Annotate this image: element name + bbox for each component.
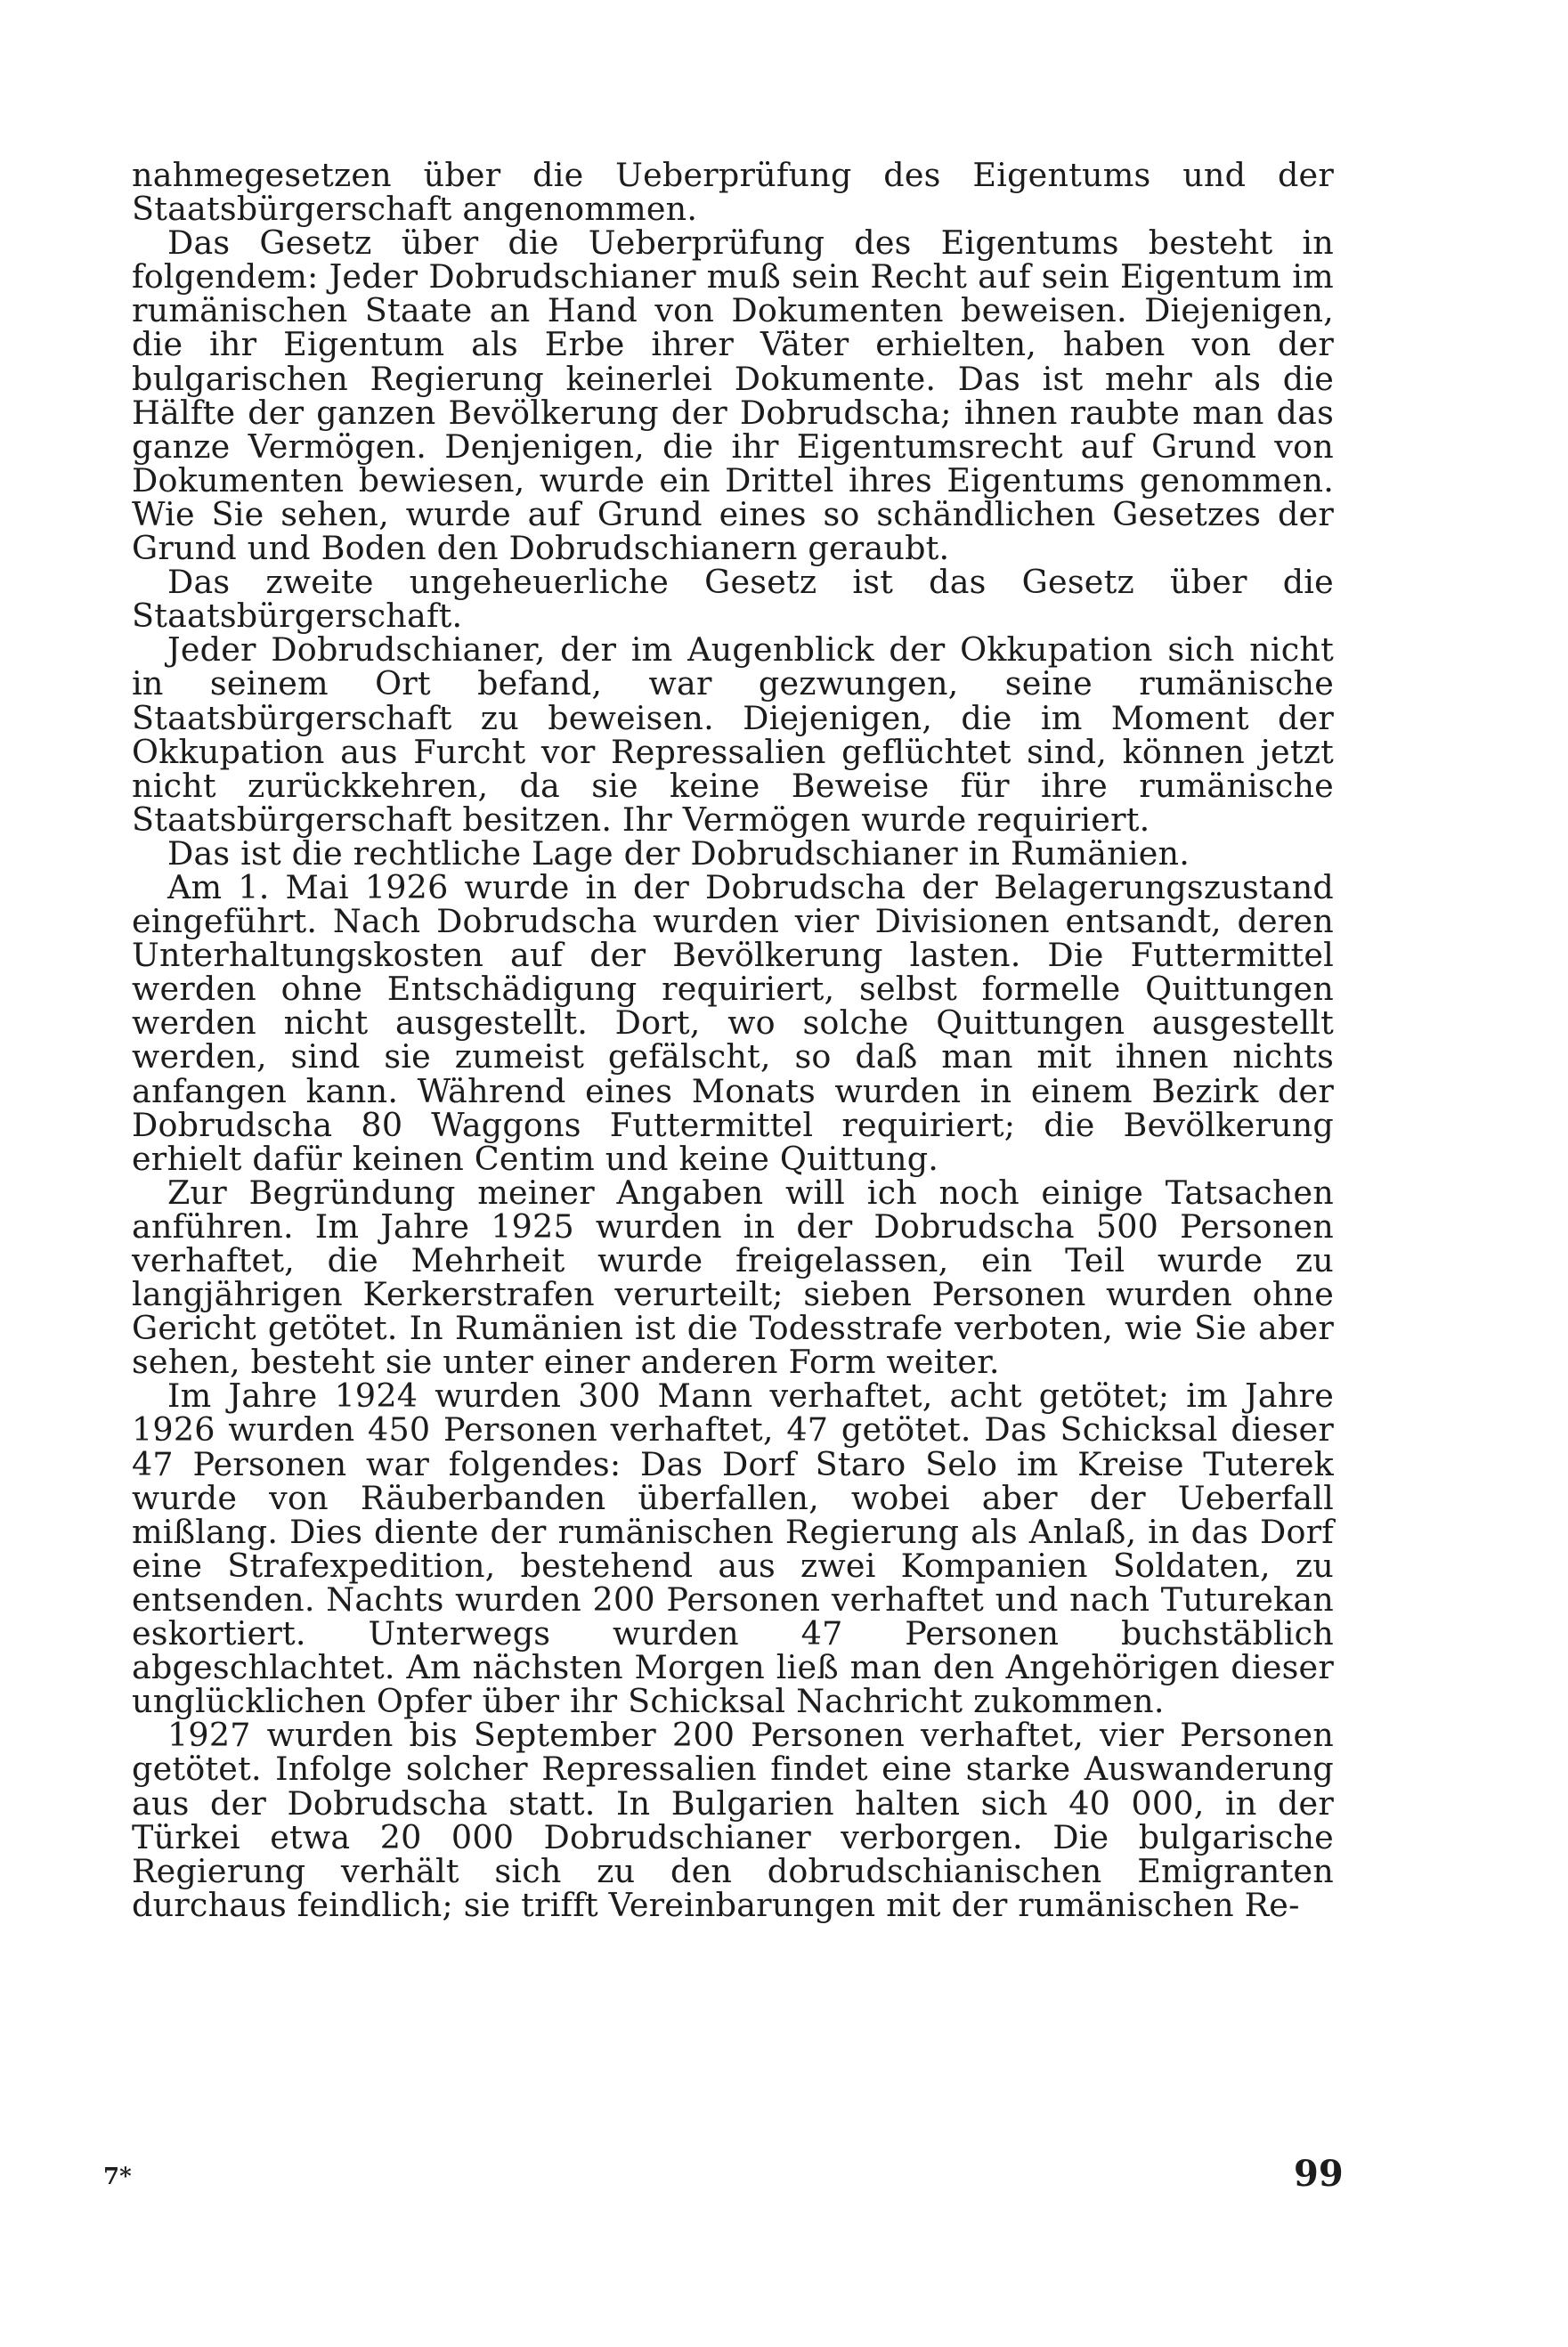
- paragraph: Am 1. Mai 1926 wurde in der Dobrudscha der Belagerungszustand eingeführt. Nach Dobrudscha wurden vier Divisionen entsandt, deren Unterhaltungskosten auf der Bevölkerung lasten. Die Futtermittel werden ohne Entschädigung requiriert, selbst formelle Quittungen werden nicht ausgestellt. Dort, wo solche Quittungen ausgestellt werden, sind sie zumeist gefälscht, so daß man mit ihnen nichts anfangen kann. Während eines Monats wurden in einem Bezirk der Dobrudscha 80 Waggons Futtermittel requiriert; die Bevölkerung erhielt dafür keinen Centim und keine Quittung.: [132, 867, 1334, 1178]
- paragraph: Das Gesetz über die Ueberprüfung des Eigentums besteht in folgendem: Jeder Dobrudschianer muß sein Recht auf sein Eigentum im rumänischen Staate an Hand von Dokumenten beweisen. Diejenigen, die ihr Eigentum als Erbe ihrer Väter erhielten, haben von der bulgarischen Regierung keinerlei Dokumente. Das ist mehr als die Hälfte der ganzen Bevölkerung der Dobrudscha; ihnen raubte man das ganze Vermögen. Denjenigen, die ihr Eigentumsrecht auf Grund von Dokumenten bewiesen, wurde ein Drittel ihres Eigentums genommen. Wie Sie sehen, wurde auf Grund eines so schändlichen Gesetzes der Grund und Boden den Dobrudschianern geraubt.: [132, 223, 1334, 568]
- paragraph: Das ist die rechtliche Lage der Dobrudschianer in Rumänien.: [167, 833, 1190, 873]
- paragraph: 1927 wurden bis September 200 Personen verhaftet, vier Personen getötet. Infolge solcher Repressalien findet eine starke Auswanderung aus der Dobrudscha statt. In Bulgarien halten sich 40 000, in der Türkei etwa 20 000 Dobrudschianer verborgen. Die bulgarische Regierung verhält sich zu den dobrudschianischen Emigranten durchaus feindlich; sie trifft Vereinbarungen mit der rumänischen Re-: [132, 1716, 1334, 1924]
- paragraph: Im Jahre 1924 wurden 300 Mann verhaftet, acht getötet; im Jahre 1926 wurden 450 Personen verhaftet, 47 getötet. Das Schicksal dieser 47 Personen war folgendes: Das Dorf Staro Selo im Kreise Tuterek wurde von Räuberbanden überfallen, wobei aber der Ueberfall mißlang. Dies diente der rumänischen Regierung als Anlaß, in das Dorf eine Strafexpedition, bestehend aus zwei Kompanien Soldaten, zu entsenden. Nachts wurden 200 Personen verhaftet und nach Tuturekan eskortiert. Unterwegs wurden 47 Personen buchstäblich abgeschlachtet. Am nächsten Morgen ließ man den Angehörigen dieser unglücklichen Opfer über ihr Schicksal Nachricht zukommen.: [132, 1377, 1334, 1721]
- paragraph: nahmegesetzen über die Ueberprüfung des Eigentums und der Staatsbürgerschaft angenommen.: [132, 156, 1334, 229]
- paragraph: Das zweite ungeheuerliche Gesetz ist das Gesetz über die Staatsbürgerschaft.: [132, 563, 1334, 636]
- paragraph: Zur Begründung meiner Angaben will ich noch einige Tatsachen anführen. Im Jahre 1925 wurden in der Dobrudscha 500 Personen verhaftet, die Mehrheit wurde freigelassen, ein Teil wurde zu langjährigen Kerkerstrafen verurteilt; sieben Personen wurden ohne Gericht getötet. In Rumänien ist die Todesstrafe verboten, wie Sie aber sehen, besteht sie unter einer anderen Form weiter.: [132, 1173, 1334, 1382]
- signature-mark: 7*: [103, 2164, 132, 2190]
- body-text: [132, 158, 1334, 1922]
- paragraph: Jeder Dobrudschianer, der im Augenblick der Okkupation sich nicht in seinem Ort befand, war gezwungen, seine rumänische Staatsbürgerschaft zu beweisen. Diejenigen, die im Moment der Okkupation aus Furcht vor Repressalien geflüchtet sind, können jetzt nicht zurückkehren, da sie keine Beweise für ihre rumänische Staatsbürgerschaft besitzen. Ihr Vermögen wurde requiriert.: [132, 630, 1334, 839]
- page-number: 99: [1294, 2153, 1344, 2195]
